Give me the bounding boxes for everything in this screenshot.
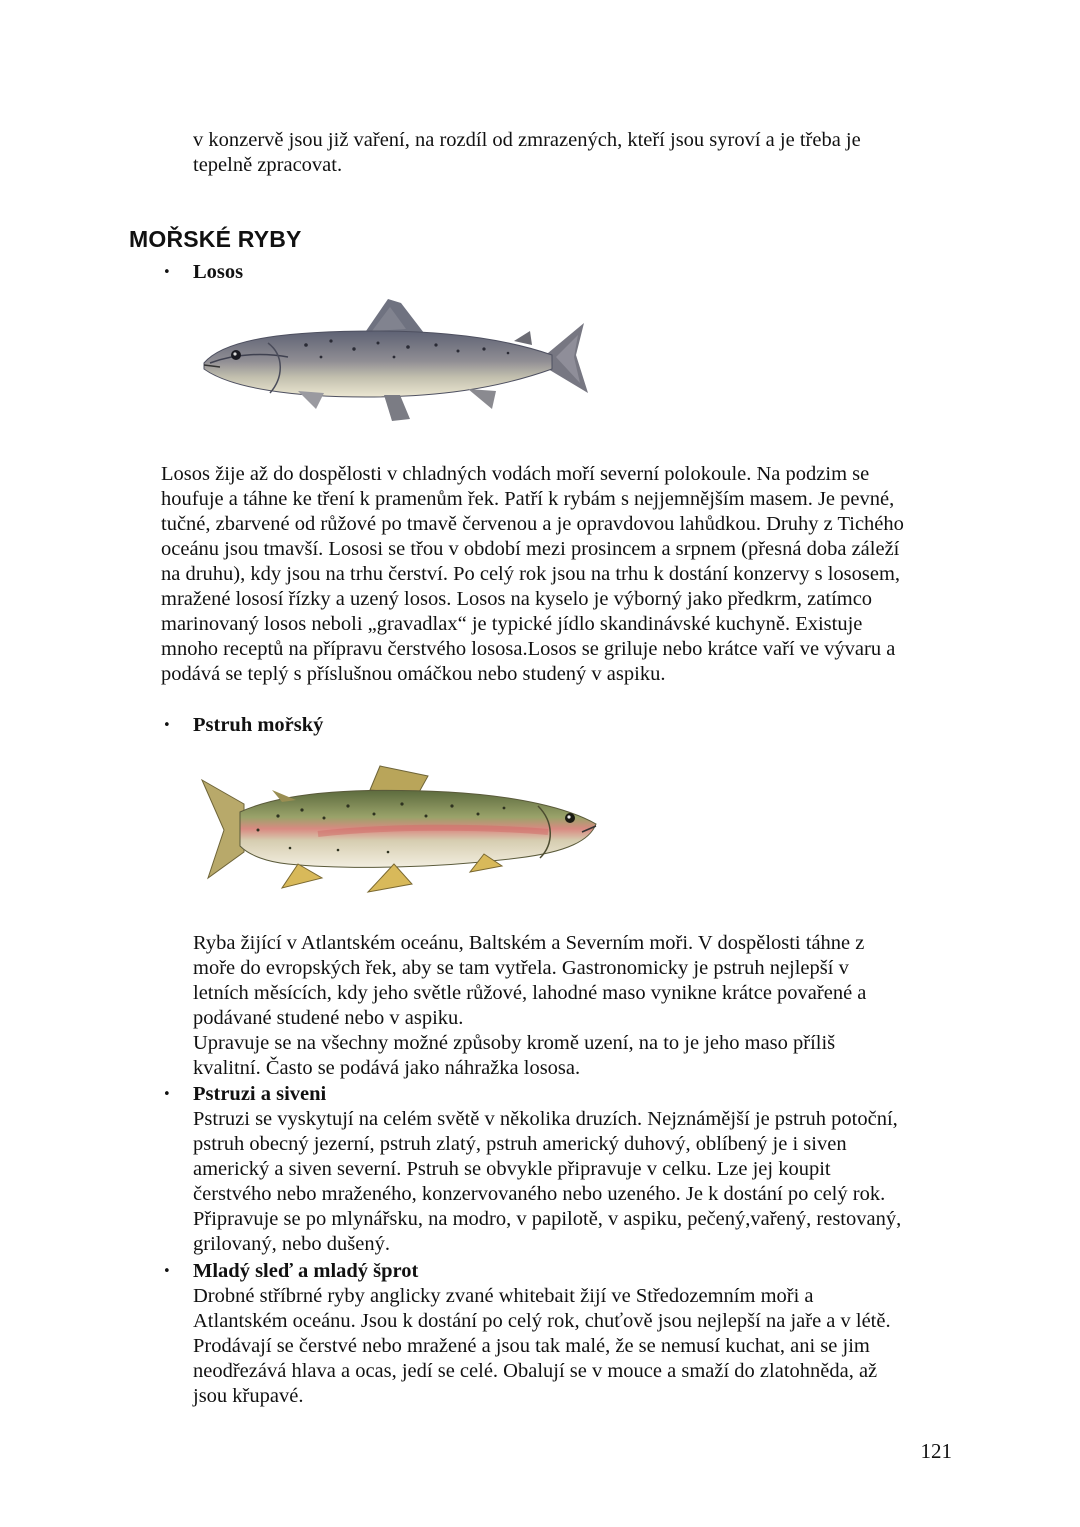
paragraph-line: podávané studené nebo v aspiku. bbox=[193, 1007, 464, 1029]
paragraph-line: Prodávají se čerstvé nebo mražené a jsou tak malé, že se nemusí kuchat, ani se jim bbox=[193, 1335, 870, 1357]
item-title-losos: Losos bbox=[193, 261, 244, 283]
paragraph-line: marinovaný losos neboli „gravadlax“ je typické jídlo skandinávské kuchyně. Existuje bbox=[161, 613, 863, 635]
salmon-illustration bbox=[196, 293, 596, 428]
section-title: MOŘSKÉ RYBY bbox=[129, 226, 302, 252]
intro-line: v konzervě jsou již vaření, na rozdíl od zmrazených, kteří jsou syroví a je třeba je bbox=[193, 129, 861, 151]
paragraph-line: letních měsících, kdy jeho světle růžové, lahodné maso vynikne krátce povařené a bbox=[193, 982, 867, 1004]
paragraph-line: moře do evropských řek, aby se tam vytřela. Gastronomicky je pstruh nejlepší v bbox=[193, 957, 849, 979]
page-number: 121 bbox=[920, 1439, 952, 1463]
paragraph-line: mražené lososí řízky a uzený losos. Losos na kyselo je výborný jako předkrm, zatímco bbox=[161, 588, 873, 610]
paragraph-line: jsou křupavé. bbox=[193, 1385, 304, 1407]
paragraph-line: čerstvého nebo mraženého, konzervovaného nebo uzeného. Je k dostání po celý rok. bbox=[193, 1183, 886, 1205]
paragraph-line: houfuje a táhne ke tření k pramenům řek. Patří k rybám s nejjemnějším masem. Je pevné, bbox=[161, 488, 895, 510]
paragraph-line: kvalitní. Často se podává jako náhražka lososa. bbox=[193, 1057, 581, 1079]
item-title-mlady-sled: Mladý sleď a mladý šprot bbox=[193, 1260, 419, 1282]
intro-paragraph bbox=[193, 128, 951, 178]
item-title-pstruzi-a-siveni: Pstruzi a siveni bbox=[193, 1083, 327, 1105]
bullet-icon: • bbox=[163, 718, 171, 733]
paragraph-line: grilovaný, nebo dušený. bbox=[193, 1233, 390, 1255]
pstruzi-paragraph bbox=[193, 1107, 951, 1257]
paragraph-line: pstruh obecný jezerní, pstruh zlatý, pstruh americký duhový, oblíbený je i siven bbox=[193, 1133, 847, 1155]
pstruh-morsky-paragraph bbox=[193, 931, 951, 1081]
intro-line: tepelně zpracovat. bbox=[193, 154, 343, 176]
bullet-icon: • bbox=[163, 1264, 171, 1279]
paragraph-line: Připravuje se po mlynářsku, na modro, v papilotě, v aspiku, pečený,vařený, restovaný, bbox=[193, 1208, 902, 1230]
paragraph-line: neodřezává hlava a ocas, jedí se celé. Obalují se v mouce a smaží do zlatohněda, až bbox=[193, 1360, 878, 1382]
paragraph-line: Upravuje se na všechny možné způsoby kromě uzení, na to je jeho maso příliš bbox=[193, 1032, 836, 1054]
paragraph-line: mnoho receptů na přípravu čerstvého lososa.Losos se griluje nebo krátce vaří ve vývaru a bbox=[161, 638, 896, 660]
bullet-icon: • bbox=[163, 265, 171, 280]
paragraph-line: oceánu jsou tmavší. Lososi se třou v období mezi prosincem a srpnem (přesná doba záleží bbox=[161, 538, 900, 560]
paragraph-line: Atlantském oceánu. Jsou k dostání po celý rok, chuťově jsou nejlepší na jaře a v létě. bbox=[193, 1310, 891, 1332]
paragraph-line: Losos žije až do dospělosti v chladných vodách moří severní polokoule. Na podzim se bbox=[161, 463, 870, 485]
paragraph-line: na druhu), kdy jsou na trhu čerství. Po celý rok jsou na trhu k dostání konzervy s lososem, bbox=[161, 563, 901, 585]
paragraph-line: Drobné stříbrné ryby anglicky zvané whitebait žijí ve Středozemním moři a bbox=[193, 1285, 814, 1307]
item-title-pstruh-morsky: Pstruh mořský bbox=[193, 714, 324, 736]
paragraph-line: tučné, zbarvené od růžové po tmavě červenou a je opravdovou lahůdkou. Druhy z Tichého bbox=[161, 513, 904, 535]
paragraph-line: Pstruzi se vyskytují na celém světě v několika druzích. Nejznámější je pstruh potoční, bbox=[193, 1108, 898, 1130]
losos-paragraph bbox=[161, 462, 951, 687]
mlady-sled-paragraph bbox=[193, 1284, 951, 1409]
sea-trout-illustration bbox=[198, 760, 603, 900]
bullet-icon: • bbox=[163, 1087, 171, 1102]
paragraph-line: Ryba žijící v Atlantském oceánu, Baltském a Severním moři. V dospělosti táhne z bbox=[193, 932, 865, 954]
paragraph-line: podává se teplý s příslušnou omáčkou nebo studený v aspiku. bbox=[161, 663, 666, 685]
paragraph-line: americký a siven severní. Pstruh se obvykle připravuje v celku. Lze jej koupit bbox=[193, 1158, 831, 1180]
